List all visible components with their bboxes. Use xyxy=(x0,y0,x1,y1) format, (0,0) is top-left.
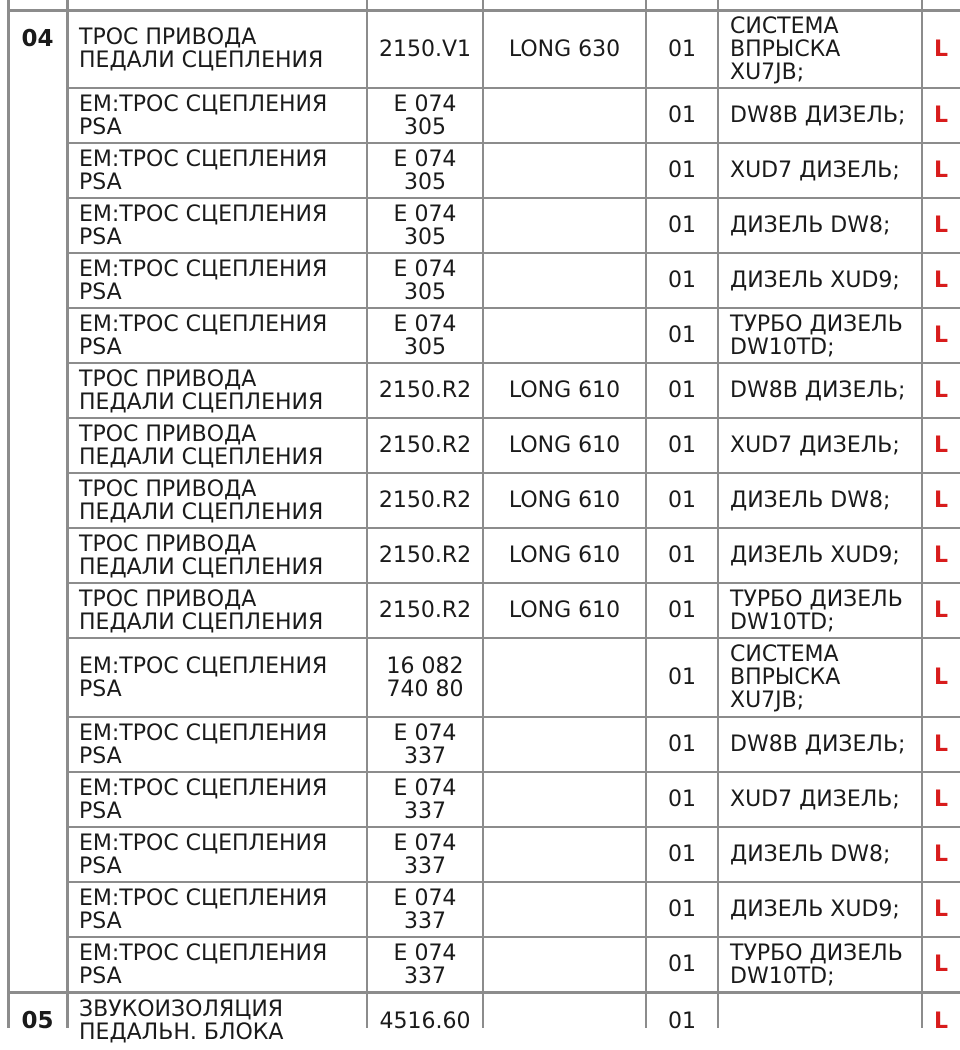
length-cell xyxy=(483,638,646,717)
engine-cell: DW8B ДИЗЕЛЬ; xyxy=(730,103,906,128)
group-number-cell: 05 xyxy=(21,1007,54,1034)
length-cell xyxy=(483,198,646,253)
quantity-cell: 01 xyxy=(668,103,696,128)
row-divider xyxy=(67,417,960,419)
flag-cell: L xyxy=(934,598,949,623)
quantity-cell: 01 xyxy=(668,36,696,62)
engine-cell: XUD7 ДИЗЕЛЬ; xyxy=(730,433,900,458)
part-code-cell: 2150.R2 xyxy=(378,488,472,513)
flag-cell: L xyxy=(934,665,949,690)
quantity-cell: 01 xyxy=(668,897,696,922)
part-code-cell: 4516.60 xyxy=(379,1008,471,1034)
engine-cell: ДИЗЕЛЬ XUD9; xyxy=(730,268,900,293)
quantity-cell: 01 xyxy=(668,842,696,867)
flag-cell: L xyxy=(934,323,949,348)
flag-cell: L xyxy=(934,103,949,128)
part-name-cell: ТРОС ПРИВОДА ПЕДАЛИ СЦЕПЛЕНИЯ xyxy=(79,586,324,635)
flag-cell: L xyxy=(934,1008,949,1034)
length-cell xyxy=(483,143,646,198)
part-name-cell: EM:ТРОС СЦЕПЛЕНИЯ PSA xyxy=(79,146,328,195)
part-name-cell: ТРОС ПРИВОДА ПЕДАЛИ СЦЕПЛЕНИЯ xyxy=(79,476,324,525)
quantity-cell: 01 xyxy=(668,543,696,568)
engine-cell: XUD7 ДИЗЕЛЬ; xyxy=(730,158,900,183)
row-divider xyxy=(67,637,960,639)
part-code-cell: E 074 337 xyxy=(393,885,457,934)
flag-cell: L xyxy=(934,433,949,458)
part-code-cell: E 074 337 xyxy=(393,720,457,769)
part-code-cell: E 074 305 xyxy=(393,146,457,195)
part-name-cell: EM:ТРОС СЦЕПЛЕНИЯ PSA xyxy=(79,885,328,934)
column-divider xyxy=(7,0,10,1028)
engine-cell: ДИЗЕЛЬ XUD9; xyxy=(730,543,900,568)
part-code-cell: 2150.R2 xyxy=(378,598,472,623)
engine-cell: DW8B ДИЗЕЛЬ; xyxy=(730,378,906,403)
part-name-cell: EM:ТРОС СЦЕПЛЕНИЯ PSA xyxy=(79,775,328,824)
part-code-cell: 2150.R2 xyxy=(378,378,472,403)
flag-cell: L xyxy=(934,787,949,812)
engine-cell: ДИЗЕЛЬ DW8; xyxy=(730,488,891,513)
length-cell: LONG 630 xyxy=(508,36,621,62)
quantity-cell: 01 xyxy=(668,378,696,403)
flag-cell: L xyxy=(934,732,949,757)
row-divider xyxy=(67,362,960,364)
part-name-cell: EM:ТРОС СЦЕПЛЕНИЯ PSA xyxy=(79,720,328,769)
length-cell xyxy=(483,717,646,772)
column-divider xyxy=(921,0,923,1028)
row-divider xyxy=(67,87,960,89)
engine-cell: ТУРБО ДИЗЕЛЬ DW10TD; xyxy=(730,586,903,635)
engine-cell: СИСТЕМА ВПРЫСКА XU7JB; xyxy=(730,642,841,713)
quantity-cell: 01 xyxy=(668,1008,696,1034)
part-name-cell: ТРОС ПРИВОДА ПЕДАЛИ СЦЕПЛЕНИЯ xyxy=(79,421,324,470)
length-cell xyxy=(483,992,646,1050)
column-divider xyxy=(482,0,484,1028)
flag-cell: L xyxy=(934,36,949,62)
length-cell xyxy=(483,88,646,143)
part-name-cell: EM:ТРОС СЦЕПЛЕНИЯ PSA xyxy=(79,91,328,140)
column-divider xyxy=(66,0,69,1028)
row-divider xyxy=(67,771,960,773)
part-name-cell: EM:ТРОС СЦЕПЛЕНИЯ PSA xyxy=(79,940,328,989)
quantity-cell: 01 xyxy=(668,213,696,238)
part-code-cell: 16 082 740 80 xyxy=(386,653,464,702)
engine-cell: ТУРБО ДИЗЕЛЬ DW10TD; xyxy=(730,940,903,989)
part-code-cell: E 074 305 xyxy=(393,201,457,250)
column-divider xyxy=(645,0,647,1028)
engine-cell xyxy=(718,992,922,1050)
quantity-cell: 01 xyxy=(668,158,696,183)
group-number-cell: 04 xyxy=(21,26,54,52)
row-divider xyxy=(67,881,960,883)
part-name-cell: EM:ТРОС СЦЕПЛЕНИЯ PSA xyxy=(79,653,328,702)
length-cell xyxy=(483,882,646,937)
part-code-cell: 2150.R2 xyxy=(378,433,472,458)
quantity-cell: 01 xyxy=(668,488,696,513)
row-divider xyxy=(8,9,960,12)
engine-cell: XUD7 ДИЗЕЛЬ; xyxy=(730,787,900,812)
flag-cell: L xyxy=(934,952,949,977)
flag-cell: L xyxy=(934,897,949,922)
quantity-cell: 01 xyxy=(668,952,696,977)
length-cell xyxy=(483,253,646,308)
length-cell: LONG 610 xyxy=(508,488,621,513)
quantity-cell: 01 xyxy=(668,787,696,812)
row-divider xyxy=(67,197,960,199)
row-divider xyxy=(67,527,960,529)
flag-cell: L xyxy=(934,488,949,513)
flag-cell: L xyxy=(934,213,949,238)
engine-cell: ДИЗЕЛЬ DW8; xyxy=(730,842,891,867)
length-cell: LONG 610 xyxy=(508,378,621,403)
quantity-cell: 01 xyxy=(668,433,696,458)
part-code-cell: E 074 305 xyxy=(393,256,457,305)
quantity-cell: 01 xyxy=(668,732,696,757)
quantity-cell: 01 xyxy=(668,323,696,348)
length-cell xyxy=(483,937,646,992)
part-name-cell: EM:ТРОС СЦЕПЛЕНИЯ PSA xyxy=(79,201,328,250)
quantity-cell: 01 xyxy=(668,598,696,623)
engine-cell: СИСТЕМА ВПРЫСКА XU7JB; xyxy=(730,13,841,85)
row-divider xyxy=(67,472,960,474)
part-code-cell: 2150.V1 xyxy=(378,36,472,62)
row-divider xyxy=(67,826,960,828)
length-cell xyxy=(483,827,646,882)
part-name-cell: EM:ТРОС СЦЕПЛЕНИЯ PSA xyxy=(79,256,328,305)
part-code-cell: E 074 305 xyxy=(393,91,457,140)
part-name-cell: EM:ТРОС СЦЕПЛЕНИЯ PSA xyxy=(79,311,328,360)
column-divider xyxy=(717,0,719,1028)
engine-cell: ДИЗЕЛЬ XUD9; xyxy=(730,897,900,922)
part-code-cell: E 074 337 xyxy=(393,830,457,879)
row-divider xyxy=(67,936,960,938)
part-name-cell: ТРОС ПРИВОДА ПЕДАЛИ СЦЕПЛЕНИЯ xyxy=(79,366,324,415)
quantity-cell: 01 xyxy=(668,665,696,690)
length-cell: LONG 610 xyxy=(508,433,621,458)
flag-cell: L xyxy=(934,158,949,183)
part-code-cell: E 074 337 xyxy=(393,940,457,989)
part-name-cell: ЗВУКОИЗОЛЯЦИЯ ПЕДАЛЬН. БЛОКА xyxy=(79,997,284,1045)
row-divider xyxy=(67,716,960,718)
length-cell xyxy=(483,308,646,363)
part-code-cell: E 074 337 xyxy=(393,775,457,824)
part-name-cell: ТРОС ПРИВОДА ПЕДАЛИ СЦЕПЛЕНИЯ xyxy=(79,531,324,580)
row-divider xyxy=(8,991,960,994)
flag-cell: L xyxy=(934,842,949,867)
flag-cell: L xyxy=(934,268,949,293)
column-divider xyxy=(366,0,368,1028)
part-code-cell: 2150.R2 xyxy=(378,543,472,568)
part-name-cell: EM:ТРОС СЦЕПЛЕНИЯ PSA xyxy=(79,830,328,879)
quantity-cell: 01 xyxy=(668,268,696,293)
part-code-cell: E 074 305 xyxy=(393,311,457,360)
engine-cell: DW8B ДИЗЕЛЬ; xyxy=(730,732,906,757)
length-cell: LONG 610 xyxy=(508,598,621,623)
length-cell xyxy=(483,772,646,827)
row-divider xyxy=(67,252,960,254)
row-divider xyxy=(67,142,960,144)
engine-cell: ТУРБО ДИЗЕЛЬ DW10TD; xyxy=(730,311,903,360)
length-cell: LONG 610 xyxy=(508,543,621,568)
flag-cell: L xyxy=(934,378,949,403)
row-divider xyxy=(67,307,960,309)
engine-cell: ДИЗЕЛЬ DW8; xyxy=(730,213,891,238)
row-divider xyxy=(67,582,960,584)
flag-cell: L xyxy=(934,543,949,568)
part-name-cell: ТРОС ПРИВОДА ПЕДАЛИ СЦЕПЛЕНИЯ xyxy=(79,25,324,73)
